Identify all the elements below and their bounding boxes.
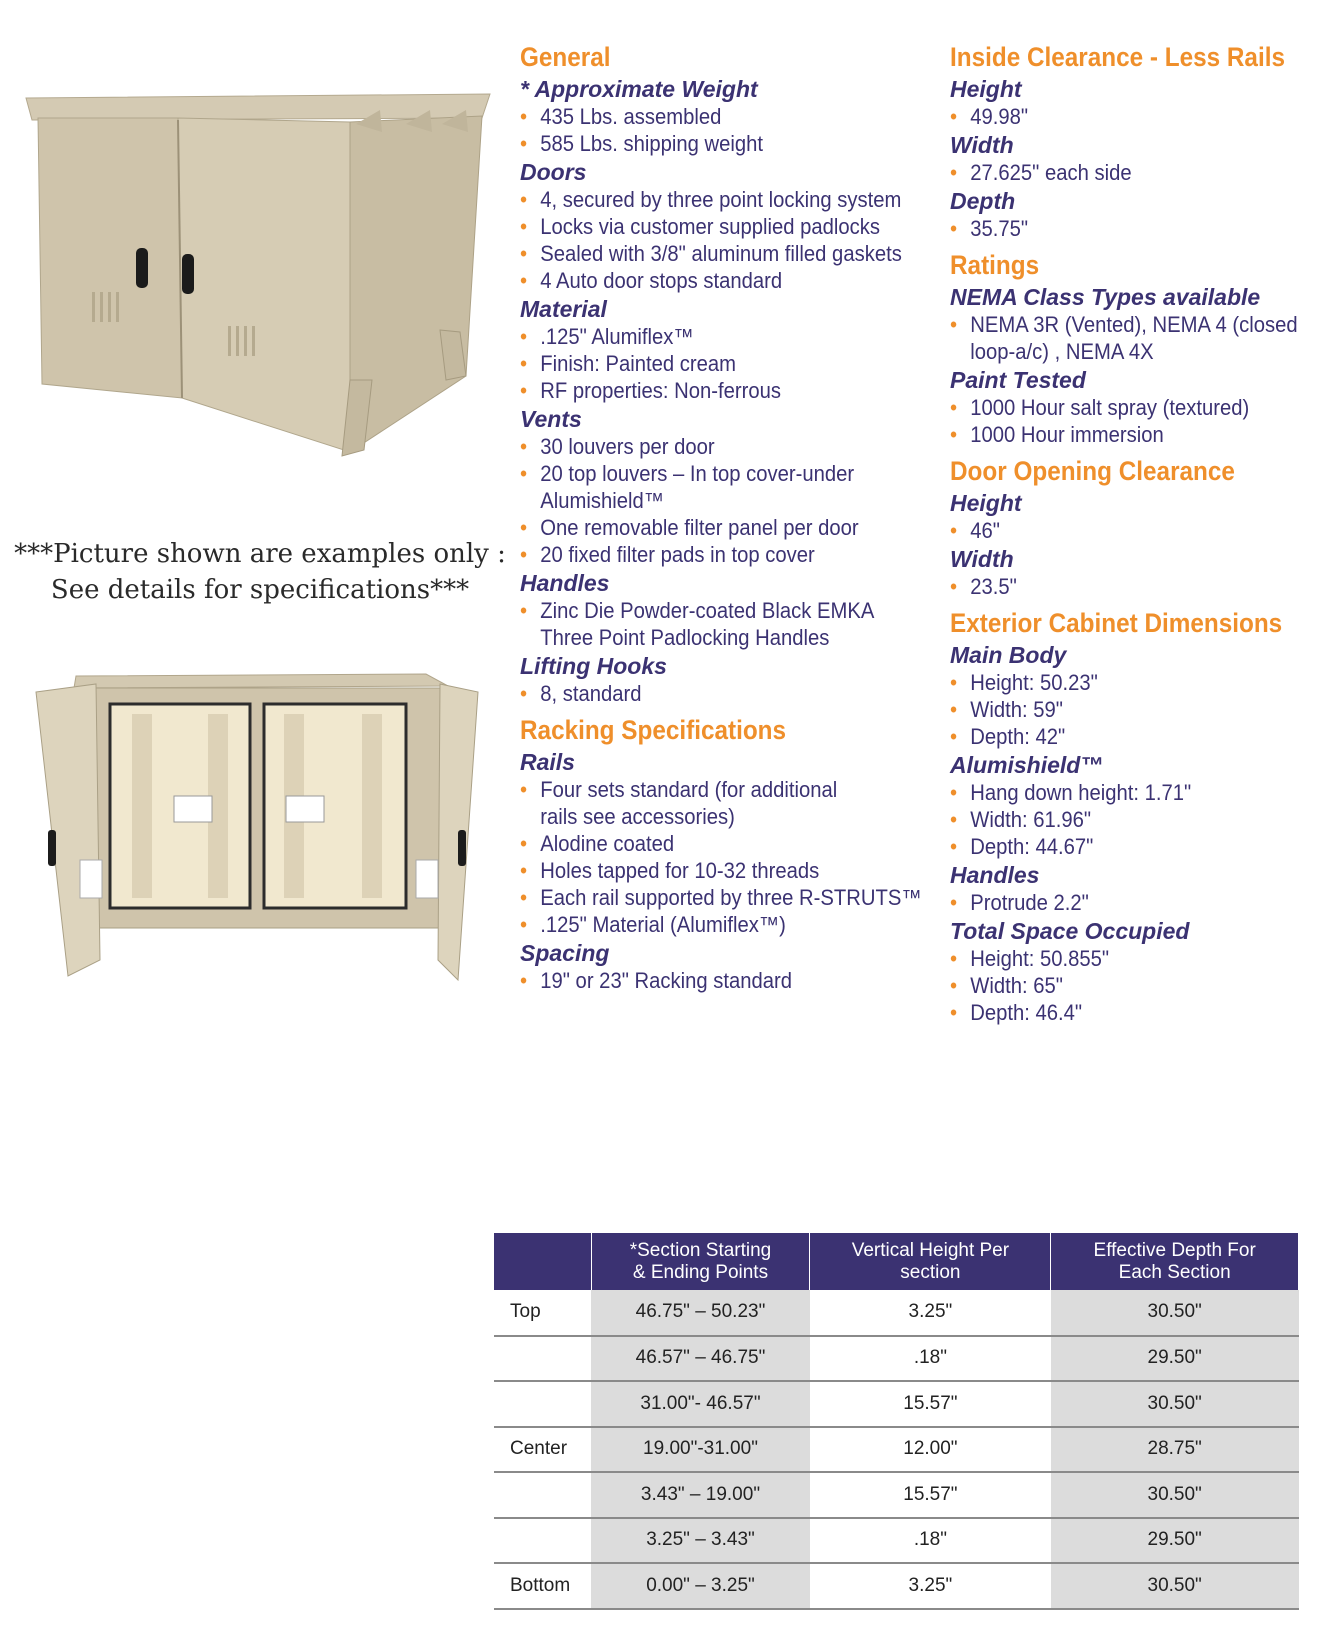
subheading: Total Space Occupied bbox=[950, 918, 1190, 944]
bullet-dot-icon: • bbox=[950, 1000, 958, 1025]
bullet-dot-icon: • bbox=[520, 104, 528, 129]
table-cell: 30.50" bbox=[1051, 1381, 1299, 1427]
bullet-item: • 1000 Hour salt spray (textured) bbox=[950, 395, 1250, 420]
subheading: Height bbox=[950, 490, 1022, 516]
section-heading: Exterior Cabinet Dimensions bbox=[950, 608, 1283, 638]
row-label-cell bbox=[494, 1381, 591, 1427]
table-cell: .18" bbox=[810, 1336, 1051, 1382]
bullet-item: • Four sets standard (for additional rails see accessories) bbox=[520, 777, 838, 829]
bullet-dot-icon: • bbox=[950, 312, 958, 337]
bullet-dot-icon: • bbox=[950, 973, 958, 998]
subheading: Alumishield™ bbox=[950, 752, 1104, 778]
bullet-item: • Finish: Painted cream bbox=[520, 351, 736, 376]
row-label-cell: Top bbox=[494, 1290, 591, 1336]
bullet-item: • 4 Auto door stops standard bbox=[520, 268, 783, 293]
bullet-item: • 8, standard bbox=[520, 681, 642, 706]
bullet-item: • Depth: 44.67" bbox=[950, 834, 1094, 859]
table-row bbox=[494, 1563, 1299, 1609]
bullet-dot-icon: • bbox=[950, 216, 958, 241]
bullet-item: • Width: 61.96" bbox=[950, 807, 1092, 832]
bullet-list bbox=[520, 103, 950, 157]
column-header: Vertical Height Per section bbox=[810, 1233, 1051, 1290]
bullet-item: • 49.98" bbox=[950, 104, 1029, 129]
bullet-dot-icon: • bbox=[950, 160, 958, 185]
bullet-dot-icon: • bbox=[520, 434, 528, 459]
bullet-dot-icon: • bbox=[950, 422, 958, 447]
bullet-item: • 4, secured by three point locking system bbox=[520, 187, 902, 212]
bullet-dot-icon: • bbox=[520, 598, 528, 623]
bullet-item: • 46" bbox=[950, 518, 1000, 543]
bullet-item: • 35.75" bbox=[950, 216, 1029, 241]
bullet-item: • Alodine coated bbox=[520, 831, 675, 856]
spec-column-right bbox=[950, 40, 1320, 1026]
table-cell: .18" bbox=[810, 1518, 1051, 1564]
section-dimensions-table bbox=[494, 1233, 1299, 1610]
bullet-dot-icon: • bbox=[520, 268, 528, 293]
table-cell: 30.50" bbox=[1051, 1563, 1299, 1609]
bullet-item: • RF properties: Non-ferrous bbox=[520, 378, 781, 403]
section-heading: General bbox=[520, 42, 611, 72]
bullet-dot-icon: • bbox=[520, 187, 528, 212]
row-label-cell bbox=[494, 1336, 591, 1382]
bullet-dot-icon: • bbox=[950, 807, 958, 832]
bullet-dot-icon: • bbox=[520, 241, 528, 266]
table-cell: 15.57" bbox=[810, 1472, 1051, 1518]
bullet-list bbox=[520, 186, 950, 294]
bullet-dot-icon: • bbox=[950, 890, 958, 915]
subheading: Doors bbox=[520, 159, 587, 185]
table-cell: 12.00" bbox=[810, 1427, 1051, 1473]
bullet-item: • 27.625" each side bbox=[950, 160, 1132, 185]
bullet-list bbox=[520, 433, 950, 568]
bullet-dot-icon: • bbox=[520, 324, 528, 349]
bullet-item: • Each rail supported by three R-STRUTS™ bbox=[520, 885, 922, 910]
section-heading: Ratings bbox=[950, 250, 1040, 280]
subheading: * Approximate Weight bbox=[520, 76, 758, 102]
bullet-item: • Height: 50.855" bbox=[950, 946, 1110, 971]
subheading: Vents bbox=[520, 406, 582, 432]
bullet-list bbox=[950, 517, 1320, 544]
table-cell: 3.25" bbox=[810, 1290, 1051, 1336]
section-heading: Racking Specifications bbox=[520, 715, 787, 745]
table-cell: 19.00"-31.00" bbox=[591, 1427, 810, 1473]
bullet-item: • Depth: 46.4" bbox=[950, 1000, 1083, 1025]
subheading: Width bbox=[950, 132, 1014, 158]
table-cell: 0.00" – 3.25" bbox=[591, 1563, 810, 1609]
table-row bbox=[494, 1518, 1299, 1564]
bullet-item: • Width: 59" bbox=[950, 697, 1063, 722]
bullet-item: • 30 louvers per door bbox=[520, 434, 715, 459]
bullet-dot-icon: • bbox=[950, 518, 958, 543]
subheading: Depth bbox=[950, 188, 1016, 214]
table-row bbox=[494, 1290, 1299, 1336]
subheading: NEMA Class Types available bbox=[950, 284, 1261, 310]
bullet-dot-icon: • bbox=[520, 777, 528, 802]
table-cell: 3.43" – 19.00" bbox=[591, 1472, 810, 1518]
bullet-list bbox=[950, 779, 1320, 860]
table-cell: 29.50" bbox=[1051, 1518, 1299, 1564]
bullet-item: • .125" Material (Alumiflex™) bbox=[520, 912, 786, 937]
bullet-item: • Zinc Die Powder-coated Black EMKA Three Point Padlocking Handles bbox=[520, 598, 875, 650]
bullet-dot-icon: • bbox=[520, 378, 528, 403]
bullet-dot-icon: • bbox=[950, 724, 958, 749]
bullet-list bbox=[950, 311, 1320, 365]
bullet-dot-icon: • bbox=[520, 885, 528, 910]
bullet-dot-icon: • bbox=[520, 131, 528, 156]
row-label-cell bbox=[494, 1518, 591, 1564]
table-cell: 31.00"- 46.57" bbox=[591, 1381, 810, 1427]
table-row bbox=[494, 1427, 1299, 1473]
bullet-dot-icon: • bbox=[950, 780, 958, 805]
bullet-list bbox=[520, 776, 950, 938]
row-label-cell: Bottom bbox=[494, 1563, 591, 1609]
subheading: Height bbox=[950, 76, 1022, 102]
table-cell: 3.25" bbox=[810, 1563, 1051, 1609]
closed-cabinet-image bbox=[20, 80, 498, 460]
bullet-item: • One removable filter panel per door bbox=[520, 515, 859, 540]
column-header: *Section Starting & Ending Points bbox=[591, 1233, 810, 1290]
open-cabinet-image bbox=[28, 670, 490, 1030]
bullet-list bbox=[950, 394, 1320, 448]
bullet-dot-icon: • bbox=[520, 461, 528, 486]
subheading: Spacing bbox=[520, 940, 610, 966]
subheading: Lifting Hooks bbox=[520, 653, 667, 679]
bullet-item: • 20 top louvers – In top cover-under Alumishield™ bbox=[520, 461, 855, 513]
bullet-dot-icon: • bbox=[520, 515, 528, 540]
section-heading: Inside Clearance - Less Rails bbox=[950, 42, 1285, 72]
bullet-dot-icon: • bbox=[520, 681, 528, 706]
bullet-dot-icon: • bbox=[520, 351, 528, 376]
subheading: Paint Tested bbox=[950, 367, 1086, 393]
bullet-dot-icon: • bbox=[950, 574, 958, 599]
bullet-list bbox=[950, 889, 1320, 916]
bullet-item: • Protrude 2.2" bbox=[950, 890, 1089, 915]
table-body bbox=[494, 1290, 1299, 1609]
bullet-list bbox=[950, 103, 1320, 130]
bullet-item: • 585 Lbs. shipping weight bbox=[520, 131, 764, 156]
picture-disclaimer-caption: ***Picture shown are examples only : See details for specifications*** bbox=[14, 539, 506, 605]
table-cell: 46.75" – 50.23" bbox=[591, 1290, 810, 1336]
bullet-dot-icon: • bbox=[950, 670, 958, 695]
table-cell: 28.75" bbox=[1051, 1427, 1299, 1473]
bullet-item: • .125" Alumiflex™ bbox=[520, 324, 694, 349]
table-cell: 3.25" – 3.43" bbox=[591, 1518, 810, 1564]
bullet-item: • Depth: 42" bbox=[950, 724, 1066, 749]
column-header: Effective Depth For Each Section bbox=[1051, 1233, 1299, 1290]
bullet-item: • NEMA 3R (Vented), NEMA 4 (closed loop-a/c) , NEMA 4X bbox=[950, 312, 1298, 364]
bullet-item: • 435 Lbs. assembled bbox=[520, 104, 722, 129]
table-row bbox=[494, 1336, 1299, 1382]
bullet-dot-icon: • bbox=[520, 968, 528, 993]
bullet-list bbox=[950, 573, 1320, 600]
bullet-dot-icon: • bbox=[520, 912, 528, 937]
bullet-list bbox=[520, 967, 950, 994]
row-label-cell: Center bbox=[494, 1427, 591, 1473]
table-cell: 29.50" bbox=[1051, 1336, 1299, 1382]
bullet-list bbox=[520, 680, 950, 707]
bullet-dot-icon: • bbox=[520, 542, 528, 567]
bullet-item: • 23.5" bbox=[950, 574, 1017, 599]
bullet-item: • 20 fixed filter pads in top cover bbox=[520, 542, 815, 567]
bullet-dot-icon: • bbox=[950, 946, 958, 971]
bullet-list bbox=[950, 215, 1320, 242]
subheading: Width bbox=[950, 546, 1014, 572]
section-heading: Door Opening Clearance bbox=[950, 456, 1235, 486]
table-cell: 30.50" bbox=[1051, 1290, 1299, 1336]
bullet-dot-icon: • bbox=[520, 214, 528, 239]
bullet-dot-icon: • bbox=[950, 697, 958, 722]
table-row bbox=[494, 1381, 1299, 1427]
bullet-list bbox=[520, 597, 950, 651]
bullet-item: • Hang down height: 1.71" bbox=[950, 780, 1192, 805]
subheading: Rails bbox=[520, 749, 575, 775]
column-header bbox=[494, 1233, 591, 1290]
spec-column-left bbox=[520, 40, 950, 994]
subheading: Handles bbox=[520, 570, 610, 596]
bullet-dot-icon: • bbox=[520, 831, 528, 856]
bullet-item: • Sealed with 3/8" aluminum filled gaskets bbox=[520, 241, 902, 266]
table-header-row bbox=[494, 1233, 1299, 1290]
table-cell: 30.50" bbox=[1051, 1472, 1299, 1518]
bullet-item: • Locks via customer supplied padlocks bbox=[520, 214, 880, 239]
subheading: Main Body bbox=[950, 642, 1067, 668]
subheading: Handles bbox=[950, 862, 1040, 888]
bullet-dot-icon: • bbox=[950, 395, 958, 420]
table-cell: 46.57" – 46.75" bbox=[591, 1336, 810, 1382]
bullet-list bbox=[950, 669, 1320, 750]
bullet-list bbox=[520, 323, 950, 404]
bullet-dot-icon: • bbox=[520, 858, 528, 883]
bullet-list bbox=[950, 945, 1320, 1026]
table-cell: 15.57" bbox=[810, 1381, 1051, 1427]
bullet-dot-icon: • bbox=[950, 834, 958, 859]
bullet-item: • 1000 Hour immersion bbox=[950, 422, 1164, 447]
table-row bbox=[494, 1472, 1299, 1518]
bullet-dot-icon: • bbox=[950, 104, 958, 129]
bullet-list bbox=[950, 159, 1320, 186]
subheading: Material bbox=[520, 296, 607, 322]
bullet-item: • Height: 50.23" bbox=[950, 670, 1098, 695]
bullet-item: • 19" or 23" Racking standard bbox=[520, 968, 793, 993]
row-label-cell bbox=[494, 1472, 591, 1518]
bullet-item: • Holes tapped for 10-32 threads bbox=[520, 858, 820, 883]
bullet-item: • Width: 65" bbox=[950, 973, 1063, 998]
